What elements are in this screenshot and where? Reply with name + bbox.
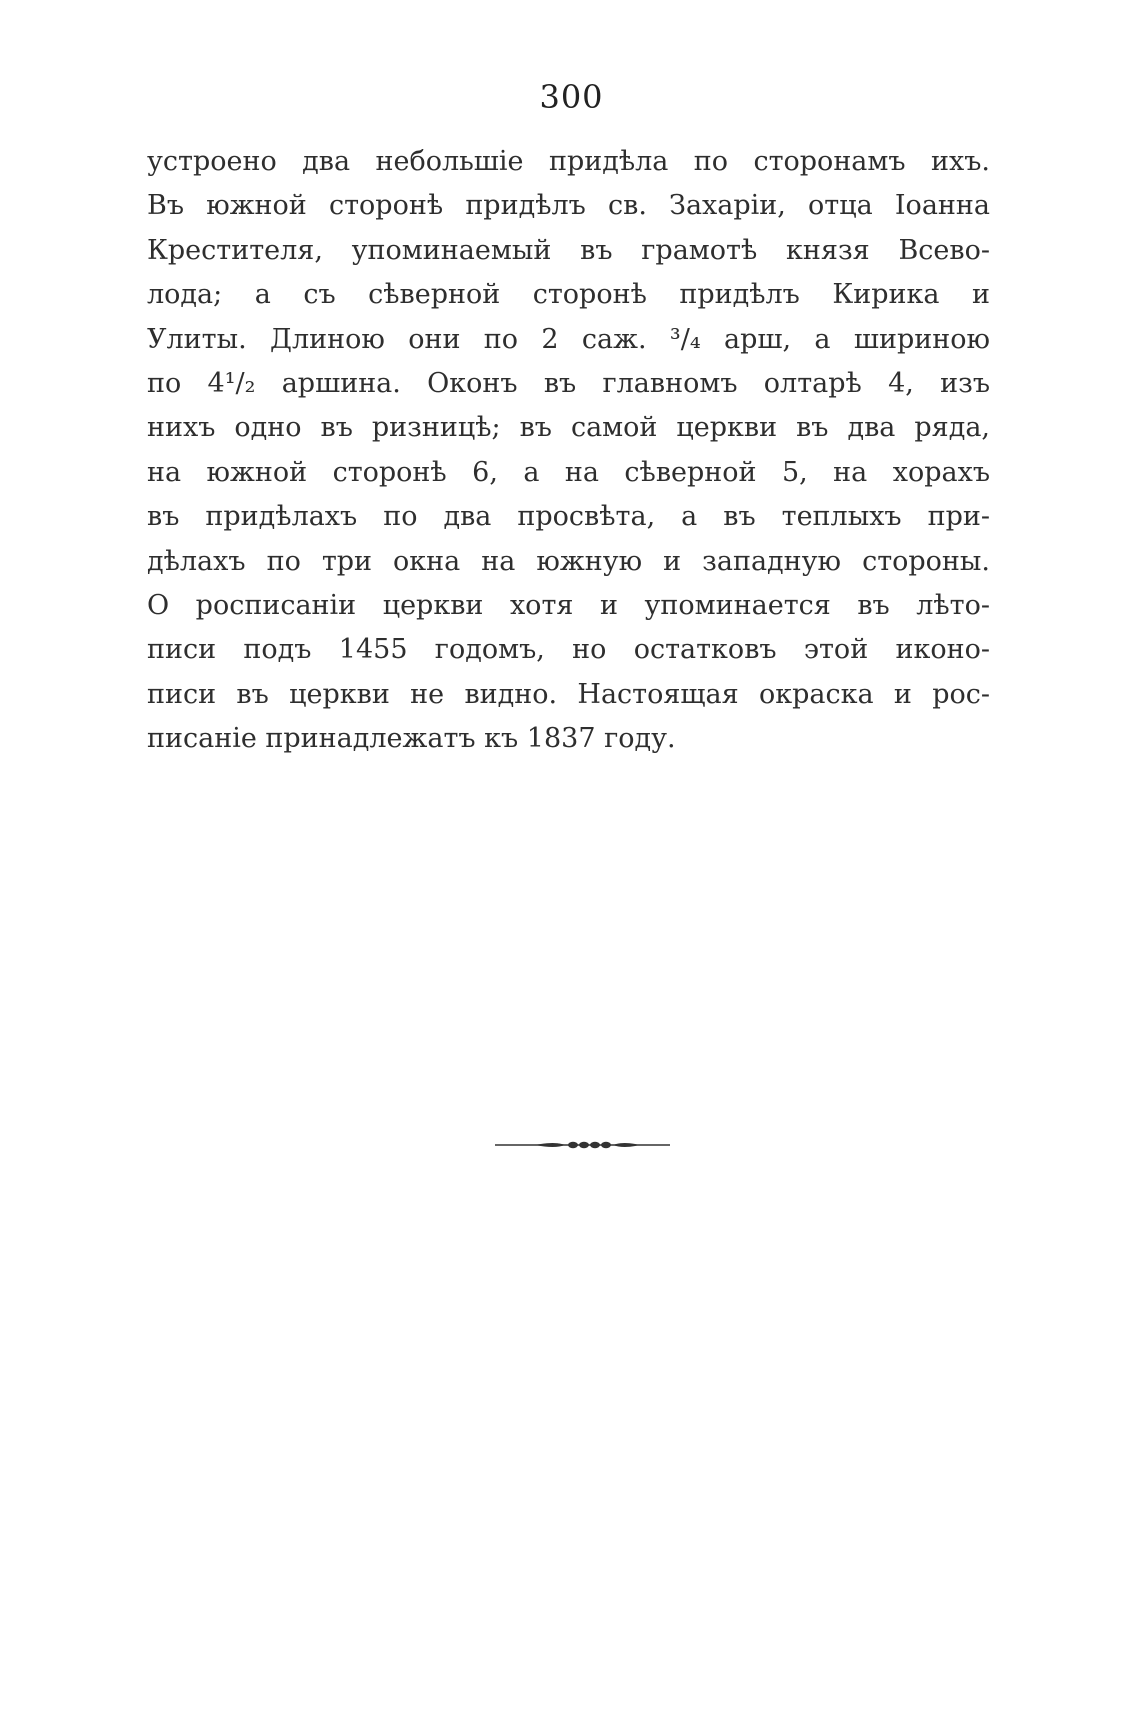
text-line: на южной сторонѣ 6, а на сѣверной 5, на хорахъ: [147, 456, 990, 488]
text-line: по 4¹/₂ аршина. Оконъ въ главномъ олтарѣ 4, изъ: [147, 367, 990, 399]
text-line: нихъ одно въ ризницѣ; въ самой церкви въ два ряда,: [147, 412, 990, 444]
text-line: лода; а съ сѣверной сторонѣ придѣлъ Кирика и: [147, 279, 990, 311]
text-line: писи подъ 1455 годомъ, но остатковъ этой иконо-: [147, 634, 990, 666]
text-line: дѣлахъ по три окна на южную и западную стороны.: [147, 545, 990, 577]
text-line: въ придѣлахъ по два просвѣта, а въ теплыхъ при-: [147, 501, 990, 533]
body-text: [147, 140, 990, 761]
text-line: писи въ церкви не видно. Настоящая окраска и рос-: [147, 678, 990, 710]
text-line: Улиты. Длиною они по 2 саж. ³/₄ арш, а шириною: [147, 323, 990, 355]
text-line: Крестителя, упоминаемый въ грамотѣ князя Всево-: [147, 234, 990, 266]
text-line: О росписаніи церкви хотя и упоминается въ лѣто-: [147, 589, 990, 621]
page-number: 300: [539, 78, 604, 116]
text-line: писаніе принадлежатъ къ 1837 году.: [147, 723, 676, 755]
text-line: устроено два небольшіе придѣла по сторонамъ ихъ.: [147, 146, 990, 177]
text-line: Въ южной сторонѣ придѣлъ св. Захаріи, отца Іоанна: [147, 190, 990, 222]
ornament-divider-icon: [495, 1136, 670, 1154]
